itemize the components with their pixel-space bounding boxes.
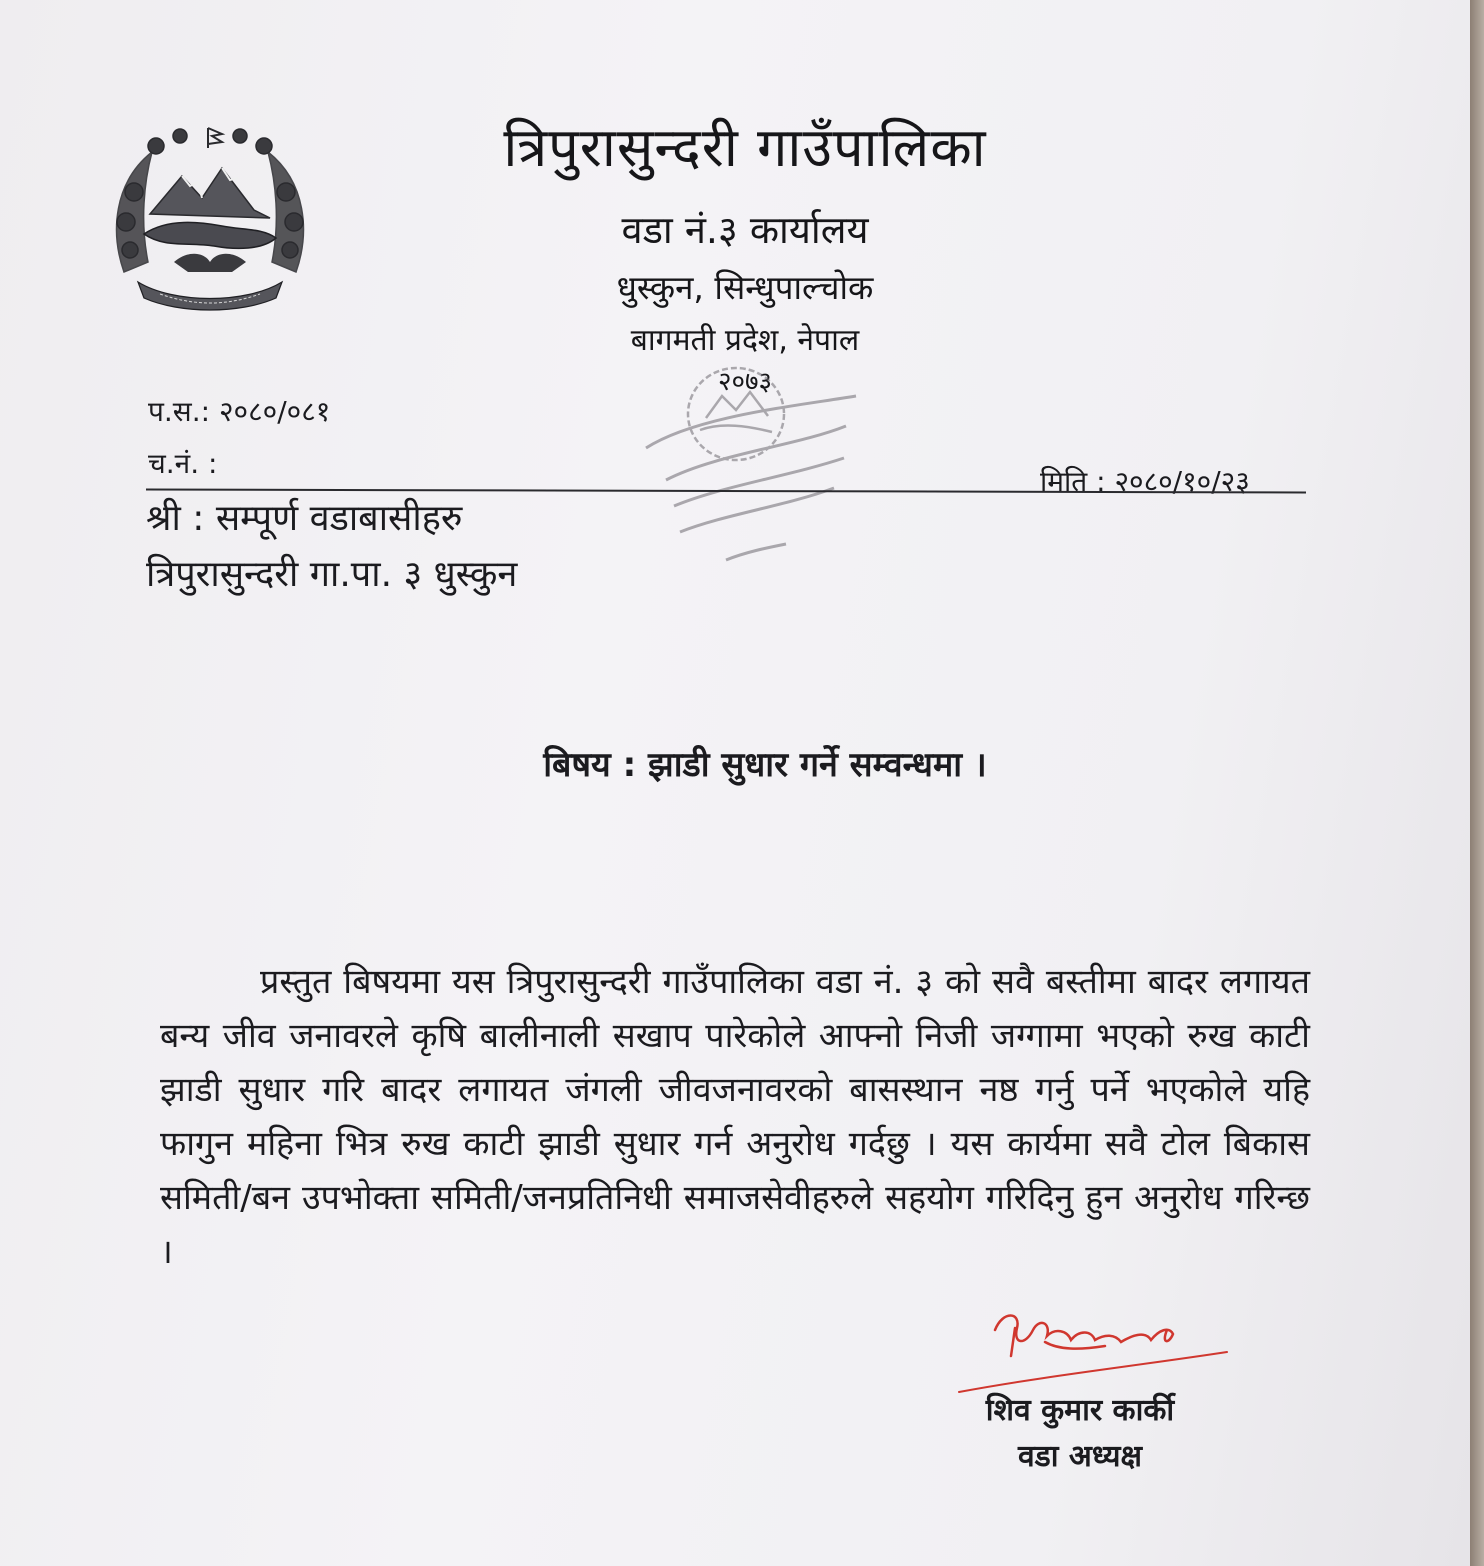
office-seal-stamp [626, 356, 886, 606]
recipient-line-2: त्रिपुरासुन्दरी गा.पा. ३ धुस्कुन [146, 554, 518, 595]
signatory-name: शिव कुमार कार्की [985, 1393, 1175, 1428]
signatory-title: वडा अध्यक्ष [1017, 1439, 1143, 1474]
nepal-emblem-icon [104, 122, 316, 314]
handwritten-signature [955, 1300, 1235, 1400]
office-name: वडा नं.३ कार्यालय [621, 208, 869, 252]
org-name: त्रिपुरासुन्दरी गाउँपालिका [503, 116, 987, 179]
office-location: धुस्कुन, सिन्धुपाल्चोक [616, 268, 874, 307]
page-edge [1470, 0, 1484, 1566]
office-province: बागमती प्रदेश, नेपाल [630, 323, 860, 358]
dispatch-number: च.नं. : [148, 447, 218, 480]
recipient-line-1: श्री : सम्पूर्ण वडाबासीहरु [146, 498, 463, 539]
letter-date: मिति : २०८०/१०/२३ [1040, 465, 1250, 498]
subject-line: बिषय : झाडी सुधार गर्ने सम्वन्धमा । [543, 745, 987, 785]
reference-number: प.स.: २०८०/०८१ [148, 395, 331, 428]
established-year: २०७३ [717, 367, 773, 397]
body-paragraph: प्रस्तुत बिषयमा यस त्रिपुरासुन्दरी गाउँपालिका वडा नं. ३ को सवै बस्तीमा बादर लगायत बन्य जीव जनावरले कृषि बालीनाली सखाप पारेकोले आफ्नो निजी जग्गामा भएको रुख काटी झाडी सुधार गरि बादर लगायत जंगली जीवजनावरको बासस्थान नष्ठ गर्नु पर्ने भएकोले यहि फागुन महिना भित्र रुख काटी झाडी सुधार गर्न अनुरोध गर्दछु । यस कार्यमा सवै टोल बिकास समिती/बन उपभोक्ता समिती/जनप्रतिनिधी समाजसेवीहरुले सहयोग गरिदिनु हुन अनुरोध गरिन्छ । [160, 962, 1310, 1272]
